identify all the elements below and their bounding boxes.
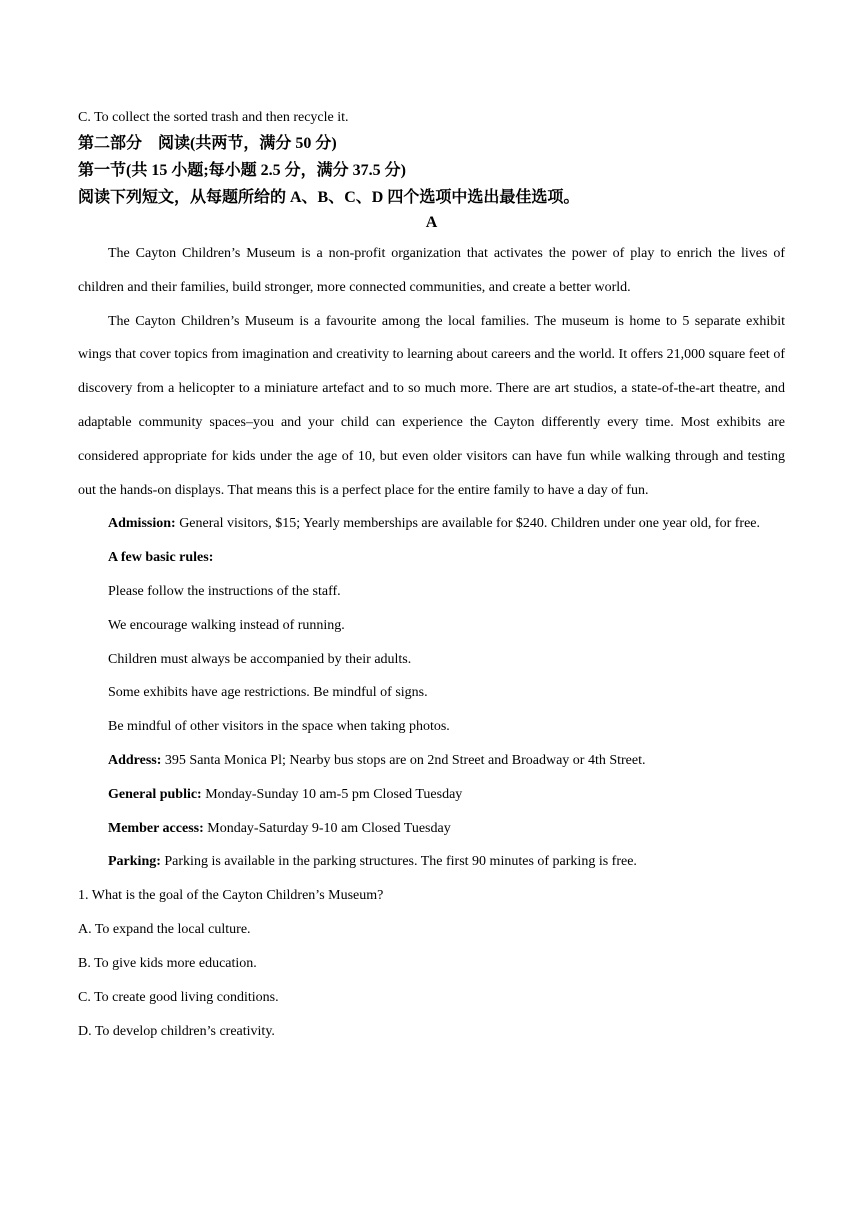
paragraph-intro: The Cayton Children’s Museum is a non-profit organization that activates the power of play to enrich the lives of children and their families, build stronger, more connected communities, and create a better world.	[78, 246, 785, 295]
answer-option: A. To expand the local culture.	[78, 922, 251, 938]
rule-item: Some exhibits have age restrictions. Be mindful of signs.	[108, 685, 428, 701]
admission-text: General visitors, $15; Yearly memberships are available for $240. Children under one year old, for free.	[175, 516, 761, 532]
parking-info	[78, 845, 785, 879]
address-label: Address:	[108, 752, 162, 768]
general-public-hours	[78, 778, 785, 812]
rule-item: Children must always be accompanied by their adults.	[108, 651, 412, 667]
admission-label: Admission:	[108, 516, 176, 532]
subsection-heading: 第一节(共 15 小题;每小题 2.5 分，满分 37.5 分)	[78, 162, 406, 179]
question-stem: 1. What is the goal of the Cayton Children’s Museum?	[78, 888, 384, 904]
rule-item: Be mindful of other visitors in the space when taking photos.	[108, 719, 450, 735]
section-heading: 第二部分 阅读(共两节，满分 50 分)	[78, 135, 337, 152]
answer-option: C. To create good living conditions.	[78, 990, 279, 1006]
document-page	[78, 106, 785, 1049]
rule-item: We encourage walking instead of running.	[108, 617, 345, 633]
rules-heading	[78, 541, 785, 575]
address-info	[78, 744, 785, 778]
general-public-label: General public:	[108, 786, 202, 802]
instructions: 阅读下列短文，从每题所给的 A、B、C、D 四个选项中选出最佳选项。	[78, 189, 580, 206]
parking-text: Parking is available in the parking structures. The first 90 minutes of parking is free.	[160, 854, 637, 870]
rules-label: A few basic rules:	[108, 550, 214, 566]
answer-option: D. To develop children’s creativity.	[78, 1024, 275, 1040]
answer-option: B. To give kids more education.	[78, 956, 257, 972]
passage-label: A	[425, 214, 438, 231]
member-access-label: Member access:	[108, 820, 204, 836]
member-access-text: Monday-Saturday 9-10 am Closed Tuesday	[203, 820, 451, 836]
address-text: 395 Santa Monica Pl; Nearby bus stops are on 2nd Street and Broadway or 4th Street.	[161, 752, 646, 768]
paragraph-description: The Cayton Children’s Museum is a favourite among the local families. The museum is home to 5 separate exhibit wings that cover topics from imagination and creativity to learning about careers and the world. It offers 21,000 square feet of discovery from a helicopter to a miniature artefact and to so much more. There are art studios, a state-of-the-art theatre, and adaptable community spaces–you and your child can experience the Cayton differently every time. Most exhibits are considered appropriate for kids under the age of 10, but even older visitors can have fun while walking through and testing out the hands-on displays. That means this is a perfect place for the entire family to have a day of fun.	[78, 313, 785, 498]
previous-question-option: C. To collect the sorted trash and then recycle it.	[78, 110, 349, 125]
rule-item: Please follow the instructions of the staff.	[108, 583, 341, 599]
general-public-text: Monday-Sunday 10 am-5 pm Closed Tuesday	[201, 786, 463, 802]
member-access-hours	[78, 812, 785, 846]
parking-label: Parking:	[108, 854, 161, 870]
admission-info	[78, 507, 785, 541]
